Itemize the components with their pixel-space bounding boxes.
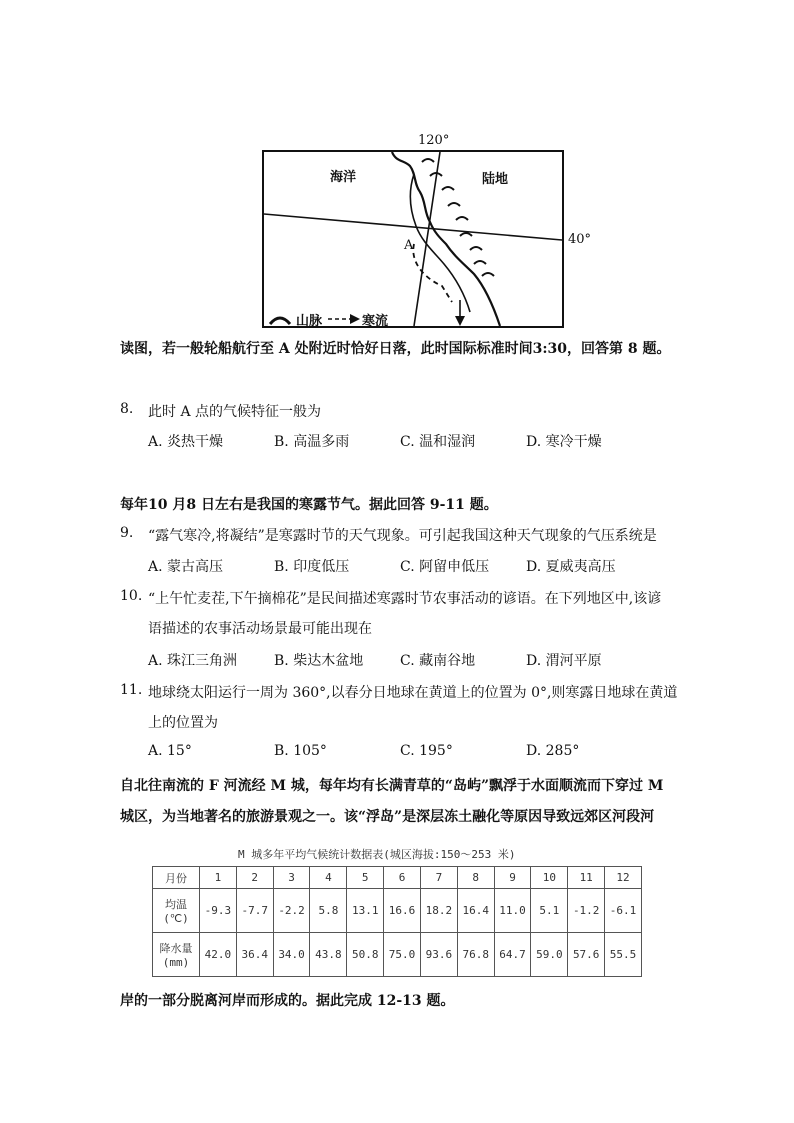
q11-option-d: D. 285° bbox=[526, 743, 580, 759]
climate-table bbox=[152, 866, 642, 977]
month-cell: 8 bbox=[457, 867, 494, 889]
temp-cell: -7.7 bbox=[236, 889, 273, 933]
q10-option-d: D. 渭河平原 bbox=[526, 653, 602, 669]
q10-text-line2: 语描述的农事活动场景最可能出现在 bbox=[148, 621, 372, 637]
q9-option-d: D. 夏威夷高压 bbox=[526, 559, 616, 575]
temp-cell: 16.6 bbox=[384, 889, 421, 933]
precip-cell: 75.0 bbox=[384, 933, 421, 977]
q10-number: 10. bbox=[120, 588, 143, 604]
precip-cell: 50.8 bbox=[347, 933, 384, 977]
precip-cell: 64.7 bbox=[494, 933, 531, 977]
temp-label-line2: (℃) bbox=[163, 912, 189, 925]
temp-cell: 16.4 bbox=[457, 889, 494, 933]
q10-option-c: C. 藏南谷地 bbox=[400, 653, 476, 669]
precip-cell: 36.4 bbox=[236, 933, 273, 977]
q10-option-a: A. 珠江三角洲 bbox=[148, 653, 238, 669]
month-cell: 11 bbox=[568, 867, 605, 889]
precip-row-label bbox=[153, 933, 200, 977]
q11-text-line1: 地球绕太阳运行一周为 360°,以春分日地球在黄道上的位置为 0°,则寒露日地球在黄道 bbox=[148, 685, 678, 701]
month-cell: 9 bbox=[494, 867, 531, 889]
q8-option-d: D. 寒冷干燥 bbox=[526, 434, 602, 450]
month-cell: 4 bbox=[310, 867, 347, 889]
temp-cell: 5.1 bbox=[531, 889, 568, 933]
intro-questions-12-13-line2: 城区，为当地著名的旅游景观之一。该“浮岛”是深层冻土融化等原因导致远郊区河段河 bbox=[120, 809, 655, 825]
intro-question-8: 读图，若一般轮船航行至 A 处附近时恰好日落，此时国际标准时间3:30，回答第 8 题。 bbox=[120, 341, 671, 357]
q9-number: 9. bbox=[120, 525, 134, 541]
month-cell: 2 bbox=[236, 867, 273, 889]
climate-table-caption: M 城多年平均气候统计数据表(城区海拔:150～253 米) bbox=[238, 848, 516, 861]
ocean-label: 海洋 bbox=[330, 170, 357, 185]
precip-label-line1: 降水量 bbox=[159, 942, 193, 955]
climate-table-header-row bbox=[153, 867, 642, 889]
precip-cell: 55.5 bbox=[605, 933, 642, 977]
temp-row-label bbox=[153, 889, 200, 933]
temp-cell: -1.2 bbox=[568, 889, 605, 933]
q11-option-a: A. 15° bbox=[148, 743, 192, 759]
month-cell: 12 bbox=[605, 867, 642, 889]
month-cell: 1 bbox=[200, 867, 237, 889]
month-cell: 6 bbox=[384, 867, 421, 889]
precip-cell: 59.0 bbox=[531, 933, 568, 977]
temp-cell: 13.1 bbox=[347, 889, 384, 933]
month-cell: 7 bbox=[420, 867, 457, 889]
precip-cell: 34.0 bbox=[273, 933, 310, 977]
legend-current-label: 寒流 bbox=[362, 314, 389, 329]
longitude-label: 120° bbox=[418, 133, 450, 148]
land-label: 陆地 bbox=[482, 172, 509, 187]
q11-option-b: B. 105° bbox=[274, 743, 327, 759]
climate-table-precip-row bbox=[153, 933, 642, 977]
q11-text-line2: 上的位置为 bbox=[148, 715, 218, 731]
map-figure bbox=[262, 150, 564, 328]
q9-option-a: A. 蒙古高压 bbox=[148, 559, 224, 575]
temp-label-line1: 均温 bbox=[165, 898, 187, 911]
climate-table-temp-row bbox=[153, 889, 642, 933]
precip-cell: 76.8 bbox=[457, 933, 494, 977]
q11-number: 11. bbox=[120, 682, 143, 698]
precip-label-line2: (mm) bbox=[162, 956, 190, 969]
q9-option-c: C. 阿留申低压 bbox=[400, 559, 490, 575]
q8-option-b: B. 高温多雨 bbox=[274, 434, 350, 450]
q8-option-a: A. 炎热干燥 bbox=[148, 434, 224, 450]
precip-cell: 57.6 bbox=[568, 933, 605, 977]
intro-questions-9-11: 每年10 月8 日左右是我国的寒露节气。据此回答 9-11 题。 bbox=[120, 497, 498, 513]
q9-text: “露气寒冷,将凝结”是寒露时节的天气现象。可引起我国这种天气现象的气压系统是 bbox=[148, 528, 657, 544]
temp-cell: 5.8 bbox=[310, 889, 347, 933]
q10-option-b: B. 柴达木盆地 bbox=[274, 653, 364, 669]
q8-option-c: C. 温和湿润 bbox=[400, 434, 476, 450]
month-cell: 5 bbox=[347, 867, 384, 889]
precip-cell: 93.6 bbox=[420, 933, 457, 977]
point-a-label: A bbox=[404, 238, 414, 253]
month-cell: 3 bbox=[273, 867, 310, 889]
q8-number: 8. bbox=[120, 401, 134, 417]
temp-cell: 18.2 bbox=[420, 889, 457, 933]
temp-cell: -9.3 bbox=[200, 889, 237, 933]
month-header: 月份 bbox=[153, 867, 200, 889]
temp-cell: -2.2 bbox=[273, 889, 310, 933]
intro-questions-12-13-line3: 岸的一部分脱离河岸而形成的。据此完成 12-13 题。 bbox=[120, 993, 455, 1009]
month-cell: 10 bbox=[531, 867, 568, 889]
q9-option-b: B. 印度低压 bbox=[274, 559, 350, 575]
precip-cell: 43.8 bbox=[310, 933, 347, 977]
q11-option-c: C. 195° bbox=[400, 743, 453, 759]
intro-questions-12-13-line1: 自北往南流的 F 河流经 M 城，每年均有长满青草的“岛屿”飘浮于水面顺流而下穿过 M bbox=[120, 778, 664, 794]
legend-mountain-label: 山脉 bbox=[296, 314, 323, 329]
temp-cell: -6.1 bbox=[605, 889, 642, 933]
temp-cell: 11.0 bbox=[494, 889, 531, 933]
q10-text-line1: “上午忙麦茬,下午摘棉花”是民间描述寒露时节农事活动的谚语。在下列地区中,该谚 bbox=[148, 591, 662, 607]
precip-cell: 42.0 bbox=[200, 933, 237, 977]
q8-text: 此时 A 点的气候特征一般为 bbox=[148, 404, 322, 420]
latitude-label: 40° bbox=[568, 232, 592, 247]
